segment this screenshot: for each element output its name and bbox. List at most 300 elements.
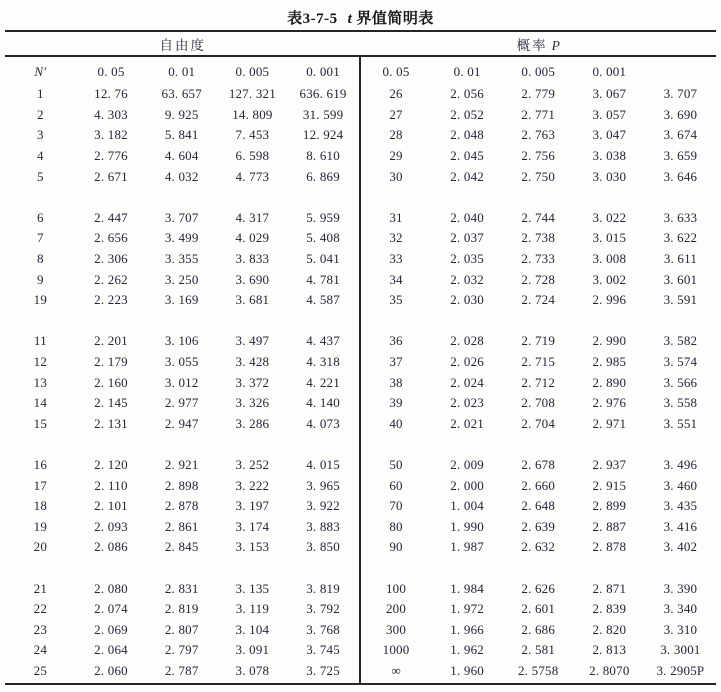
column-header-row <box>361 60 717 83</box>
value-cell: 3. 690 <box>663 106 698 122</box>
value-cell: 2. 763 <box>521 127 556 143</box>
value-cell: 14. 809 <box>232 106 273 122</box>
value-cell: 2. 776 <box>94 148 128 164</box>
row-label-n: 70 <box>389 498 403 514</box>
table-row <box>5 537 359 558</box>
probability-variable-p: P <box>551 37 560 53</box>
value-cell: 2. 990 <box>592 333 627 349</box>
value-cell: 3. 057 <box>592 106 627 122</box>
value-cell: 3. 252 <box>235 456 270 472</box>
row-label-n: 37 <box>389 354 403 370</box>
value-cell: 1. 962 <box>450 642 484 658</box>
row-label-n: 31 <box>389 209 403 225</box>
value-cell: 1. 984 <box>450 580 484 596</box>
value-cell: 2. 037 <box>450 230 484 246</box>
group-header-probability: 概率 P <box>516 37 560 53</box>
column-header: 0. 005 <box>235 63 270 79</box>
value-cell: 4. 781 <box>306 271 340 287</box>
value-cell: 2. 223 <box>94 292 128 308</box>
value-cell: 2. 5758 <box>518 662 559 678</box>
value-cell: 3. 015 <box>592 230 627 246</box>
row-label-n: 33 <box>389 251 403 267</box>
value-cell: 2. 750 <box>521 168 556 184</box>
table-row <box>361 640 717 661</box>
value-cell: 3. 646 <box>663 168 698 184</box>
value-cell: 2. 626 <box>521 580 556 596</box>
value-cell: 31. 599 <box>302 106 344 122</box>
value-cell: 2. 976 <box>592 395 627 411</box>
table-row <box>361 352 717 373</box>
value-cell: 4. 587 <box>306 292 340 308</box>
value-cell: 2. 915 <box>592 477 627 493</box>
value-cell: 5. 959 <box>306 209 340 225</box>
value-cell: 3. 372 <box>235 374 270 390</box>
value-cell: 2. 045 <box>450 148 484 164</box>
value-cell: 3. 496 <box>663 456 698 472</box>
row-label-n: 90 <box>389 539 403 555</box>
group-spacer <box>5 311 359 332</box>
table-row <box>5 393 359 414</box>
table-left-half <box>5 57 361 683</box>
table-row <box>361 208 717 229</box>
table-row <box>5 578 359 599</box>
value-cell: 2. 201 <box>94 333 128 349</box>
value-cell: 2. 030 <box>450 292 484 308</box>
value-cell: 2. 898 <box>164 477 199 493</box>
row-label-n: 27 <box>389 106 403 122</box>
table-row <box>5 125 359 146</box>
row-label-n: ∞ <box>391 662 401 678</box>
table-row <box>361 661 717 682</box>
value-cell: 2. 744 <box>521 209 556 225</box>
value-cell: 3. 497 <box>235 333 270 349</box>
table-row <box>361 166 717 187</box>
value-cell: 3. 725 <box>306 662 340 678</box>
table-row <box>361 496 717 517</box>
value-cell: 2. 921 <box>164 456 199 472</box>
row-label-n: 1000 <box>382 642 410 658</box>
table-row <box>361 249 717 270</box>
value-cell: 3. 965 <box>306 477 340 493</box>
value-cell: 3. 792 <box>306 601 340 617</box>
value-cell: 2. 021 <box>450 415 484 431</box>
value-cell: 1. 004 <box>450 498 484 514</box>
row-label-n: 2 <box>36 106 44 122</box>
row-label-n: 300 <box>385 621 407 637</box>
value-cell: 2. 686 <box>521 621 556 637</box>
column-header-row <box>5 60 359 83</box>
value-cell: 2. 819 <box>164 601 199 617</box>
value-cell: 2. 678 <box>521 456 556 472</box>
value-cell: 3. 008 <box>592 251 627 267</box>
value-cell: 3. 435 <box>663 498 698 514</box>
table-row <box>361 331 717 352</box>
value-cell: 2. 648 <box>521 498 556 514</box>
value-cell: 2. 971 <box>592 415 627 431</box>
value-cell: 2. 656 <box>94 230 128 246</box>
value-cell: 2. 947 <box>164 415 199 431</box>
value-cell: 2. 756 <box>521 148 556 164</box>
table-row <box>5 516 359 537</box>
value-cell: 3. 055 <box>164 354 199 370</box>
table-row <box>361 372 717 393</box>
row-label-n: 24 <box>33 642 48 658</box>
value-cell: 3. 690 <box>235 271 270 287</box>
value-cell: 3. 833 <box>235 251 270 267</box>
group-spacer <box>5 434 359 455</box>
value-cell: 2. 712 <box>521 374 556 390</box>
row-label-n: 36 <box>389 333 403 349</box>
value-cell: 4. 032 <box>164 168 199 184</box>
table-row <box>5 414 359 435</box>
table-row <box>5 599 359 620</box>
column-header: 0. 05 <box>97 63 125 79</box>
value-cell: 2. 028 <box>450 333 484 349</box>
value-cell: 2. 080 <box>94 580 128 596</box>
value-cell: 2. 145 <box>94 395 128 411</box>
value-cell: 2. 023 <box>450 395 484 411</box>
value-cell: 6. 598 <box>235 148 270 164</box>
value-cell: 2. 032 <box>450 271 484 287</box>
table-row <box>361 84 717 105</box>
t-critical-values-table <box>5 30 716 685</box>
value-cell: 3. 460 <box>663 477 698 493</box>
value-cell: 2. 738 <box>521 230 556 246</box>
table-row <box>5 269 359 290</box>
value-cell: 2. 704 <box>521 415 556 431</box>
value-cell: 1. 960 <box>450 662 484 678</box>
value-cell: 2. 797 <box>164 642 199 658</box>
value-cell: 2. 024 <box>450 374 484 390</box>
value-cell: 3. 922 <box>306 498 340 514</box>
row-label-n: 39 <box>389 395 403 411</box>
row-label-n: 35 <box>389 292 403 308</box>
value-cell: 3. 012 <box>164 374 199 390</box>
value-cell: 3. 558 <box>663 395 698 411</box>
value-cell: 3. 355 <box>164 251 199 267</box>
value-cell: 1. 966 <box>450 621 484 637</box>
table-row <box>5 166 359 187</box>
group-spacer <box>361 434 717 455</box>
title-variable-t: t <box>347 11 353 27</box>
value-cell: 3. 574 <box>663 354 698 370</box>
row-label-n: 15 <box>33 415 48 431</box>
row-label-n: 16 <box>33 456 48 472</box>
value-cell: 3. 566 <box>663 374 698 390</box>
row-label-n: 4 <box>36 148 44 164</box>
value-cell: 2. 086 <box>94 539 128 555</box>
value-cell: 3. 135 <box>235 580 270 596</box>
value-cell: 3. 340 <box>663 601 698 617</box>
value-cell: 3. 551 <box>663 415 698 431</box>
value-cell: 2. 937 <box>592 456 627 472</box>
table-row <box>361 599 717 620</box>
value-cell: 2. 807 <box>164 621 199 637</box>
value-cell: 2. 715 <box>521 354 556 370</box>
value-cell: 3. 2905P <box>656 662 705 678</box>
value-cell: 3. 119 <box>235 601 270 617</box>
value-cell: 3. 768 <box>306 621 340 637</box>
table-row <box>361 619 717 640</box>
value-cell: 12. 924 <box>302 127 344 143</box>
value-cell: 2. 009 <box>450 456 484 472</box>
table-row <box>5 208 359 229</box>
value-cell: 2. 306 <box>94 251 128 267</box>
row-label-n: 7 <box>36 230 44 246</box>
value-cell: 2. 639 <box>521 518 556 534</box>
value-cell: 3. 633 <box>663 209 698 225</box>
value-cell: 3. 681 <box>235 292 270 308</box>
row-label-n: 8 <box>36 251 44 267</box>
value-cell: 7. 453 <box>235 127 270 143</box>
value-cell: 3. 091 <box>235 642 270 658</box>
group-spacer <box>361 187 717 208</box>
value-cell: 3. 022 <box>592 209 627 225</box>
value-cell: 4. 221 <box>306 374 340 390</box>
row-label-n: 26 <box>389 86 403 102</box>
value-cell: 2. 977 <box>164 395 199 411</box>
table-row <box>361 455 717 476</box>
column-header: 0. 001 <box>592 63 627 79</box>
table-row <box>5 640 359 661</box>
table-row <box>361 475 717 496</box>
value-cell: 2. 996 <box>592 292 627 308</box>
value-cell: 3. 707 <box>663 86 698 102</box>
value-cell: 3. 591 <box>663 292 698 308</box>
value-cell: 3. 047 <box>592 127 627 143</box>
table-row <box>5 146 359 167</box>
column-header: N′ <box>34 63 47 79</box>
table-row <box>5 372 359 393</box>
value-cell: 9. 925 <box>164 106 199 122</box>
row-label-n: 30 <box>389 168 403 184</box>
row-label-n: 19 <box>33 518 48 534</box>
value-cell: 3. 402 <box>663 539 698 555</box>
row-label-n: 17 <box>33 477 48 493</box>
row-label-n: 28 <box>389 127 403 143</box>
value-cell: 3. 106 <box>164 333 199 349</box>
value-cell: 2. 890 <box>592 374 627 390</box>
value-cell: 3. 310 <box>663 621 698 637</box>
value-cell: 4. 773 <box>235 168 270 184</box>
table-right-half <box>361 57 717 683</box>
table-row <box>5 249 359 270</box>
value-cell: 2. 048 <box>450 127 484 143</box>
value-cell: 3. 3001 <box>660 642 701 658</box>
value-cell: 2. 160 <box>94 374 128 390</box>
value-cell: 2. 040 <box>450 209 484 225</box>
value-cell: 2. 861 <box>164 518 199 534</box>
value-cell: 2. 056 <box>450 86 484 102</box>
value-cell: 4. 140 <box>306 395 340 411</box>
value-cell: 2. 779 <box>521 86 556 102</box>
column-header: 0. 001 <box>306 63 340 79</box>
value-cell: 636. 619 <box>299 86 347 102</box>
value-cell: 2. 708 <box>521 395 556 411</box>
value-cell: 2. 660 <box>521 477 556 493</box>
value-cell: 2. 871 <box>592 580 627 596</box>
value-cell: 2. 820 <box>592 621 627 637</box>
value-cell: 3. 174 <box>235 518 270 534</box>
value-cell: 2. 120 <box>94 456 128 472</box>
table-row <box>5 352 359 373</box>
value-cell: 2. 110 <box>94 477 128 493</box>
row-label-n: 14 <box>33 395 48 411</box>
row-label-n: 19 <box>33 292 48 308</box>
value-cell: 3. 038 <box>592 148 627 164</box>
row-label-n: 11 <box>33 333 47 349</box>
row-label-n: 5 <box>36 168 44 184</box>
value-cell: 3. 416 <box>663 518 698 534</box>
table-row <box>361 393 717 414</box>
value-cell: 5. 841 <box>164 127 199 143</box>
value-cell: 2. 026 <box>450 354 484 370</box>
value-cell: 2. 060 <box>94 662 128 678</box>
row-label-n: 25 <box>33 662 48 678</box>
value-cell: 3. 883 <box>306 518 340 534</box>
value-cell: 3. 582 <box>663 333 698 349</box>
table-row <box>5 661 359 682</box>
row-label-n: 12 <box>33 354 48 370</box>
value-cell: 3. 390 <box>663 580 698 596</box>
value-cell: 3. 611 <box>663 251 698 267</box>
value-cell: 3. 499 <box>164 230 199 246</box>
table-row <box>361 516 717 537</box>
value-cell: 3. 286 <box>235 415 270 431</box>
value-cell: 4. 317 <box>235 209 270 225</box>
value-cell: 2. 878 <box>164 498 199 514</box>
row-label-n: 23 <box>33 621 48 637</box>
value-cell: 3. 601 <box>663 271 698 287</box>
value-cell: 2. 262 <box>94 271 128 287</box>
group-spacer <box>361 311 717 332</box>
value-cell: 2. 447 <box>94 209 128 225</box>
row-label-n: 100 <box>385 580 407 596</box>
row-label-n: 13 <box>33 374 48 390</box>
table-row <box>361 228 717 249</box>
table-row <box>361 269 717 290</box>
value-cell: 2. 878 <box>592 539 627 555</box>
value-cell: 3. 030 <box>592 168 627 184</box>
value-cell: 2. 179 <box>94 354 128 370</box>
table-row <box>5 105 359 126</box>
column-header: 0. 01 <box>453 63 481 79</box>
value-cell: 3. 819 <box>306 580 340 596</box>
value-cell: 3. 067 <box>592 86 627 102</box>
group-header-row <box>5 32 716 57</box>
value-cell: 12. 76 <box>94 86 128 102</box>
group-spacer <box>361 558 717 579</box>
column-header: 0. 005 <box>521 63 556 79</box>
table-row <box>361 125 717 146</box>
value-cell: 3. 326 <box>235 395 270 411</box>
row-label-n: 34 <box>389 271 403 287</box>
value-cell: 3. 182 <box>94 127 128 143</box>
row-label-n: 22 <box>33 601 48 617</box>
value-cell: 1. 972 <box>450 601 484 617</box>
group-header-degrees-of-freedom: 自由度 <box>159 37 206 53</box>
row-label-n: 21 <box>33 580 48 596</box>
value-cell: 2. 985 <box>592 354 627 370</box>
value-cell: 5. 041 <box>306 251 340 267</box>
table-row <box>5 475 359 496</box>
column-header: 0. 01 <box>168 63 196 79</box>
value-cell: 2. 899 <box>592 498 627 514</box>
value-cell: 2. 839 <box>592 601 627 617</box>
value-cell: 4. 303 <box>94 106 128 122</box>
value-cell: 2. 845 <box>164 539 199 555</box>
value-cell: 2. 632 <box>521 539 556 555</box>
table-number: 表3-7-5 <box>287 11 338 27</box>
value-cell: 2. 724 <box>521 292 556 308</box>
value-cell: 3. 169 <box>164 292 199 308</box>
value-cell: 2. 831 <box>164 580 199 596</box>
row-label-n: 80 <box>389 518 403 534</box>
row-label-n: 6 <box>36 209 44 225</box>
group-spacer <box>5 558 359 579</box>
value-cell: 6. 869 <box>306 168 340 184</box>
row-label-n: 32 <box>389 230 403 246</box>
row-label-n: 18 <box>33 498 48 514</box>
value-cell: 3. 745 <box>306 642 340 658</box>
value-cell: 3. 250 <box>164 271 199 287</box>
value-cell: 2. 101 <box>94 498 128 514</box>
table-row <box>361 414 717 435</box>
value-cell: 2. 601 <box>521 601 556 617</box>
value-cell: 5. 408 <box>306 230 340 246</box>
value-cell: 2. 035 <box>450 251 484 267</box>
row-label-n: 20 <box>33 539 48 555</box>
value-cell: 2. 069 <box>94 621 128 637</box>
value-cell: 63. 657 <box>161 86 202 102</box>
value-cell: 3. 222 <box>235 477 270 493</box>
value-cell: 2. 131 <box>94 415 128 431</box>
value-cell: 2. 771 <box>521 106 556 122</box>
value-cell: 2. 813 <box>592 642 627 658</box>
value-cell: 3. 622 <box>663 230 698 246</box>
value-cell: 2. 719 <box>521 333 556 349</box>
row-label-n: 9 <box>36 271 44 287</box>
group-spacer <box>5 187 359 208</box>
value-cell: 2. 093 <box>94 518 128 534</box>
value-cell: 3. 153 <box>235 539 270 555</box>
value-cell: 2. 8070 <box>589 662 630 678</box>
row-label-n: 29 <box>389 148 403 164</box>
value-cell: 2. 581 <box>521 642 556 658</box>
table-row <box>5 228 359 249</box>
table-row <box>5 455 359 476</box>
value-cell: 3. 002 <box>592 271 627 287</box>
value-cell: 3. 104 <box>235 621 270 637</box>
row-label-n: 40 <box>389 415 403 431</box>
value-cell: 3. 078 <box>235 662 270 678</box>
value-cell: 2. 728 <box>521 271 556 287</box>
value-cell: 2. 671 <box>94 168 128 184</box>
value-cell: 3. 850 <box>306 539 340 555</box>
value-cell: 8. 610 <box>306 148 340 164</box>
table-row <box>361 105 717 126</box>
table-row <box>5 619 359 640</box>
value-cell: 2. 064 <box>94 642 128 658</box>
value-cell: 4. 604 <box>164 148 199 164</box>
table-row <box>5 496 359 517</box>
value-cell: 3. 674 <box>663 127 698 143</box>
table-body <box>5 57 716 685</box>
page-title <box>0 0 721 30</box>
row-label-n: 60 <box>389 477 403 493</box>
value-cell: 2. 042 <box>450 168 484 184</box>
table-row <box>361 146 717 167</box>
